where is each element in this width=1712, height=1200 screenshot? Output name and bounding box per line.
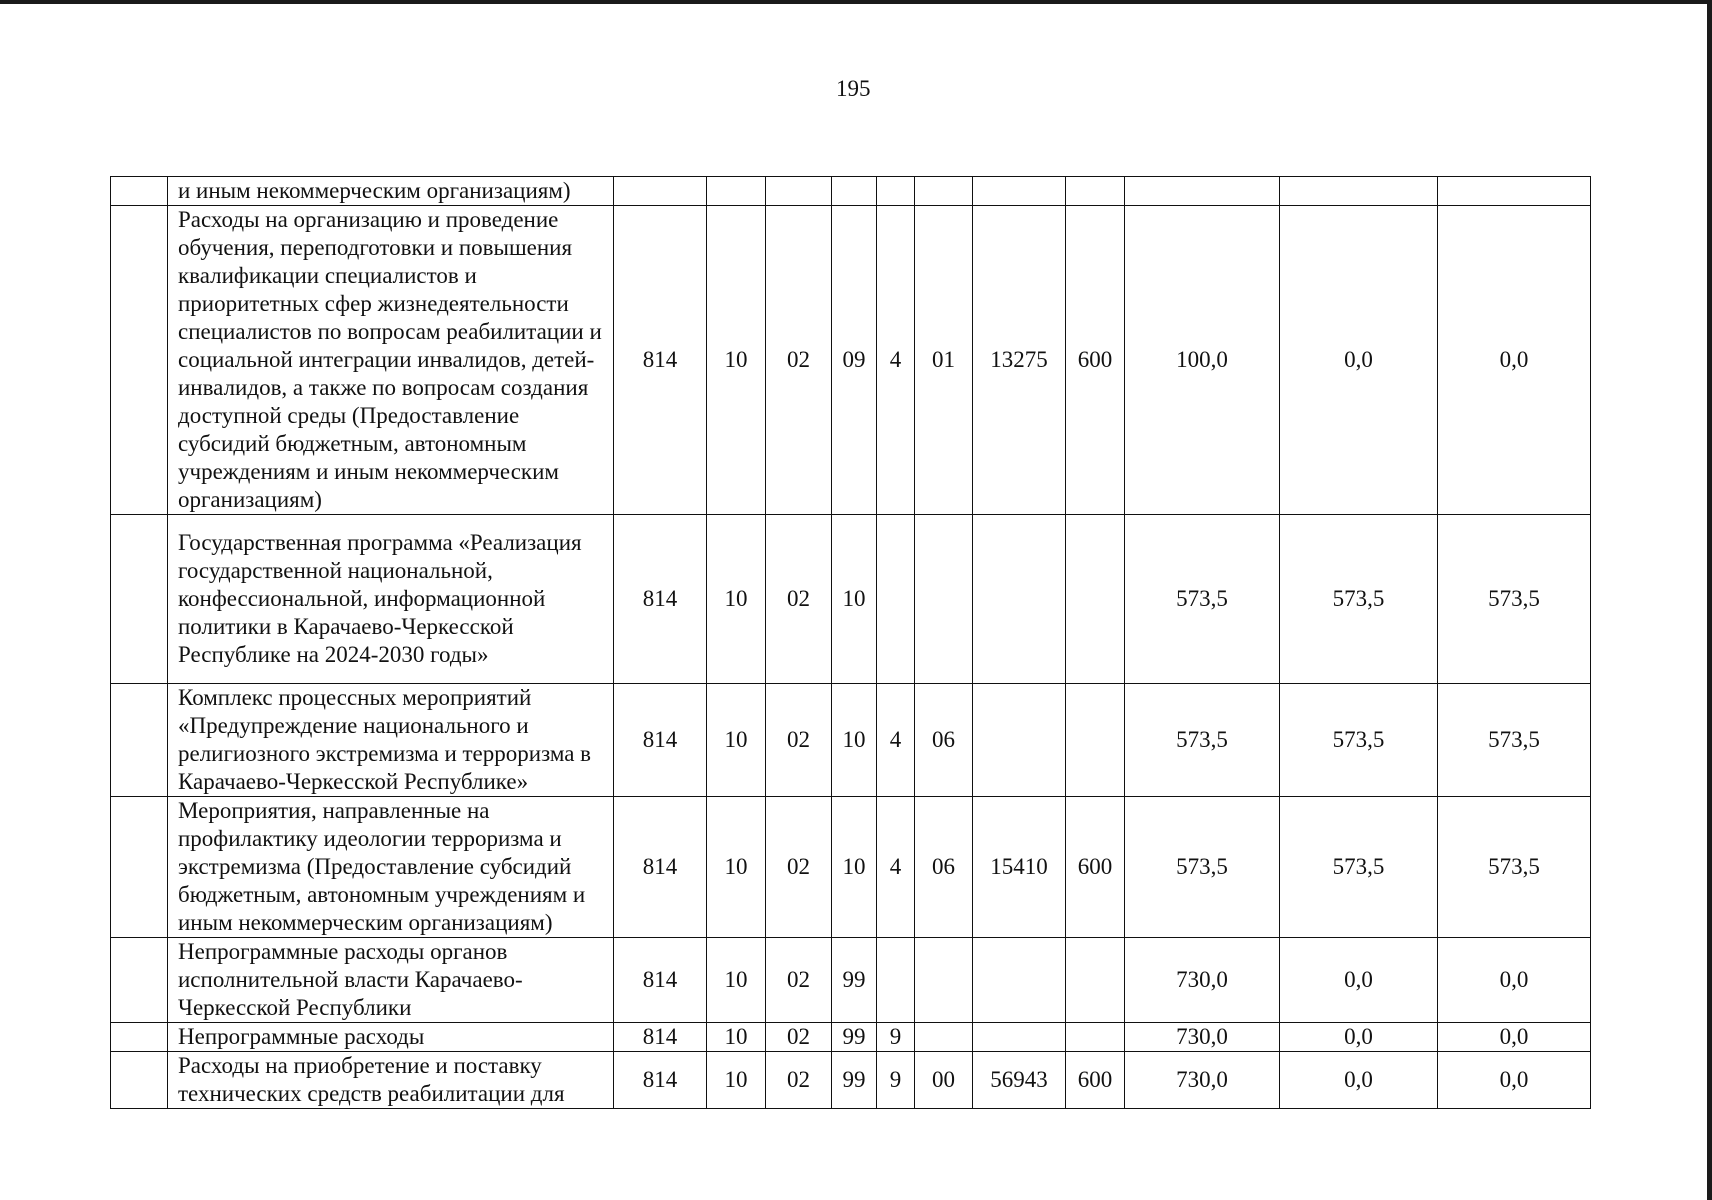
code-program: 99	[832, 938, 877, 1023]
code-rz: 10	[707, 515, 766, 684]
code-program: 10	[832, 684, 877, 797]
row-name: Непрограммные расходы органов исполнительной власти Карачаево-Черкесской Республики	[168, 938, 614, 1023]
code-gr: 814	[614, 684, 707, 797]
code-sub: 01	[915, 206, 973, 515]
amount-year3: 573,5	[1438, 515, 1591, 684]
code-direction: 15410	[973, 797, 1066, 938]
amount-year1: 573,5	[1125, 684, 1280, 797]
amount-year2: 0,0	[1280, 1052, 1438, 1109]
code-sub	[915, 938, 973, 1023]
row-name: Государственная программа «Реализация государственной национальной, конфессиональной, информационной политики в Карачаево-Черкесской Республике на 2024-2030 годы»	[168, 515, 614, 684]
row-index-cell	[111, 177, 168, 206]
code-direction	[973, 1023, 1066, 1052]
code-vr	[1066, 684, 1125, 797]
amount-year2: 0,0	[1280, 1023, 1438, 1052]
amount-year3: 573,5	[1438, 684, 1591, 797]
code-type: 9	[877, 1052, 915, 1109]
code-pr	[766, 177, 832, 206]
code-direction: 56943	[973, 1052, 1066, 1109]
amount-year1: 730,0	[1125, 938, 1280, 1023]
code-vr: 600	[1066, 797, 1125, 938]
amount-year2: 0,0	[1280, 938, 1438, 1023]
amount-year2: 0,0	[1280, 206, 1438, 515]
code-type: 9	[877, 1023, 915, 1052]
amount-year1	[1125, 177, 1280, 206]
code-direction	[973, 684, 1066, 797]
code-rz: 10	[707, 938, 766, 1023]
page-number: 195	[836, 76, 871, 101]
code-program: 99	[832, 1052, 877, 1109]
table-row	[111, 797, 1591, 938]
table-row	[111, 1052, 1591, 1109]
code-vr	[1066, 515, 1125, 684]
code-gr: 814	[614, 206, 707, 515]
table-row	[111, 938, 1591, 1023]
code-rz: 10	[707, 797, 766, 938]
row-name: Комплекс процессных мероприятий «Предупреждение национального и религиозного экстремизма и терроризма в Карачаево-Черкесской Республике»	[168, 684, 614, 797]
code-direction	[973, 177, 1066, 206]
code-pr: 02	[766, 1023, 832, 1052]
amount-year1: 573,5	[1125, 797, 1280, 938]
row-index-cell	[111, 797, 168, 938]
scan-right-edge	[1707, 0, 1712, 1200]
code-rz: 10	[707, 1052, 766, 1109]
code-pr: 02	[766, 515, 832, 684]
budget-table	[110, 176, 1591, 1109]
code-vr: 600	[1066, 1052, 1125, 1109]
amount-year2: 573,5	[1280, 684, 1438, 797]
code-rz: 10	[707, 1023, 766, 1052]
code-direction: 13275	[973, 206, 1066, 515]
amount-year3: 573,5	[1438, 797, 1591, 938]
row-name: Расходы на приобретение и поставку технических средств реабилитации для	[168, 1052, 614, 1109]
code-sub	[915, 1023, 973, 1052]
scan-top-edge	[0, 0, 1712, 4]
code-rz: 10	[707, 206, 766, 515]
row-index-cell	[111, 1052, 168, 1109]
code-program: 10	[832, 797, 877, 938]
code-type: 4	[877, 206, 915, 515]
code-direction	[973, 515, 1066, 684]
amount-year3	[1438, 177, 1591, 206]
code-sub: 00	[915, 1052, 973, 1109]
code-program: 09	[832, 206, 877, 515]
row-index-cell	[111, 938, 168, 1023]
table-row	[111, 206, 1591, 515]
amount-year2: 573,5	[1280, 797, 1438, 938]
amount-year1: 573,5	[1125, 515, 1280, 684]
code-pr: 02	[766, 797, 832, 938]
code-gr: 814	[614, 1023, 707, 1052]
row-name: Непрограммные расходы	[168, 1023, 614, 1052]
row-name: Расходы на организацию и проведение обучения, переподготовки и повышения квалификации специалистов и приоритетных сфер жизнедеятельности специалистов по вопросам реабилитации и социальной интеграции инвалидов, детей-инвалидов, а также по вопросам создания доступной среды (Предоставление субсидий бюджетным, автономным учреждениям и иным некоммерческим организациям)	[168, 206, 614, 515]
code-type	[877, 177, 915, 206]
table-row	[111, 515, 1591, 684]
row-name: Мероприятия, направленные на профилактику идеологии терроризма и экстремизма (Предоставление субсидий бюджетным, автономным учреждениям и иным некоммерческим организациям)	[168, 797, 614, 938]
amount-year3: 0,0	[1438, 1052, 1591, 1109]
table-row	[111, 177, 1591, 206]
code-rz	[707, 177, 766, 206]
amount-year3: 0,0	[1438, 1023, 1591, 1052]
row-index-cell	[111, 206, 168, 515]
code-vr	[1066, 938, 1125, 1023]
row-index-cell	[111, 515, 168, 684]
code-gr: 814	[614, 1052, 707, 1109]
code-sub	[915, 177, 973, 206]
amount-year3: 0,0	[1438, 206, 1591, 515]
code-gr: 814	[614, 938, 707, 1023]
code-type: 4	[877, 797, 915, 938]
code-pr: 02	[766, 684, 832, 797]
code-type	[877, 515, 915, 684]
code-type	[877, 938, 915, 1023]
row-index-cell	[111, 684, 168, 797]
code-gr: 814	[614, 797, 707, 938]
code-rz: 10	[707, 684, 766, 797]
code-pr: 02	[766, 1052, 832, 1109]
amount-year2: 573,5	[1280, 515, 1438, 684]
code-gr: 814	[614, 515, 707, 684]
amount-year1: 730,0	[1125, 1052, 1280, 1109]
row-name: и иным некоммерческим организациям)	[168, 177, 614, 206]
row-index-cell	[111, 1023, 168, 1052]
code-vr	[1066, 1023, 1125, 1052]
amount-year2	[1280, 177, 1438, 206]
code-sub	[915, 515, 973, 684]
code-program: 99	[832, 1023, 877, 1052]
code-type: 4	[877, 684, 915, 797]
code-pr: 02	[766, 206, 832, 515]
code-program: 10	[832, 515, 877, 684]
code-sub: 06	[915, 797, 973, 938]
code-pr: 02	[766, 938, 832, 1023]
code-vr	[1066, 177, 1125, 206]
table-row	[111, 1023, 1591, 1052]
table-row	[111, 684, 1591, 797]
code-sub: 06	[915, 684, 973, 797]
code-program	[832, 177, 877, 206]
amount-year3: 0,0	[1438, 938, 1591, 1023]
code-gr	[614, 177, 707, 206]
code-direction	[973, 938, 1066, 1023]
code-vr: 600	[1066, 206, 1125, 515]
amount-year1: 100,0	[1125, 206, 1280, 515]
amount-year1: 730,0	[1125, 1023, 1280, 1052]
